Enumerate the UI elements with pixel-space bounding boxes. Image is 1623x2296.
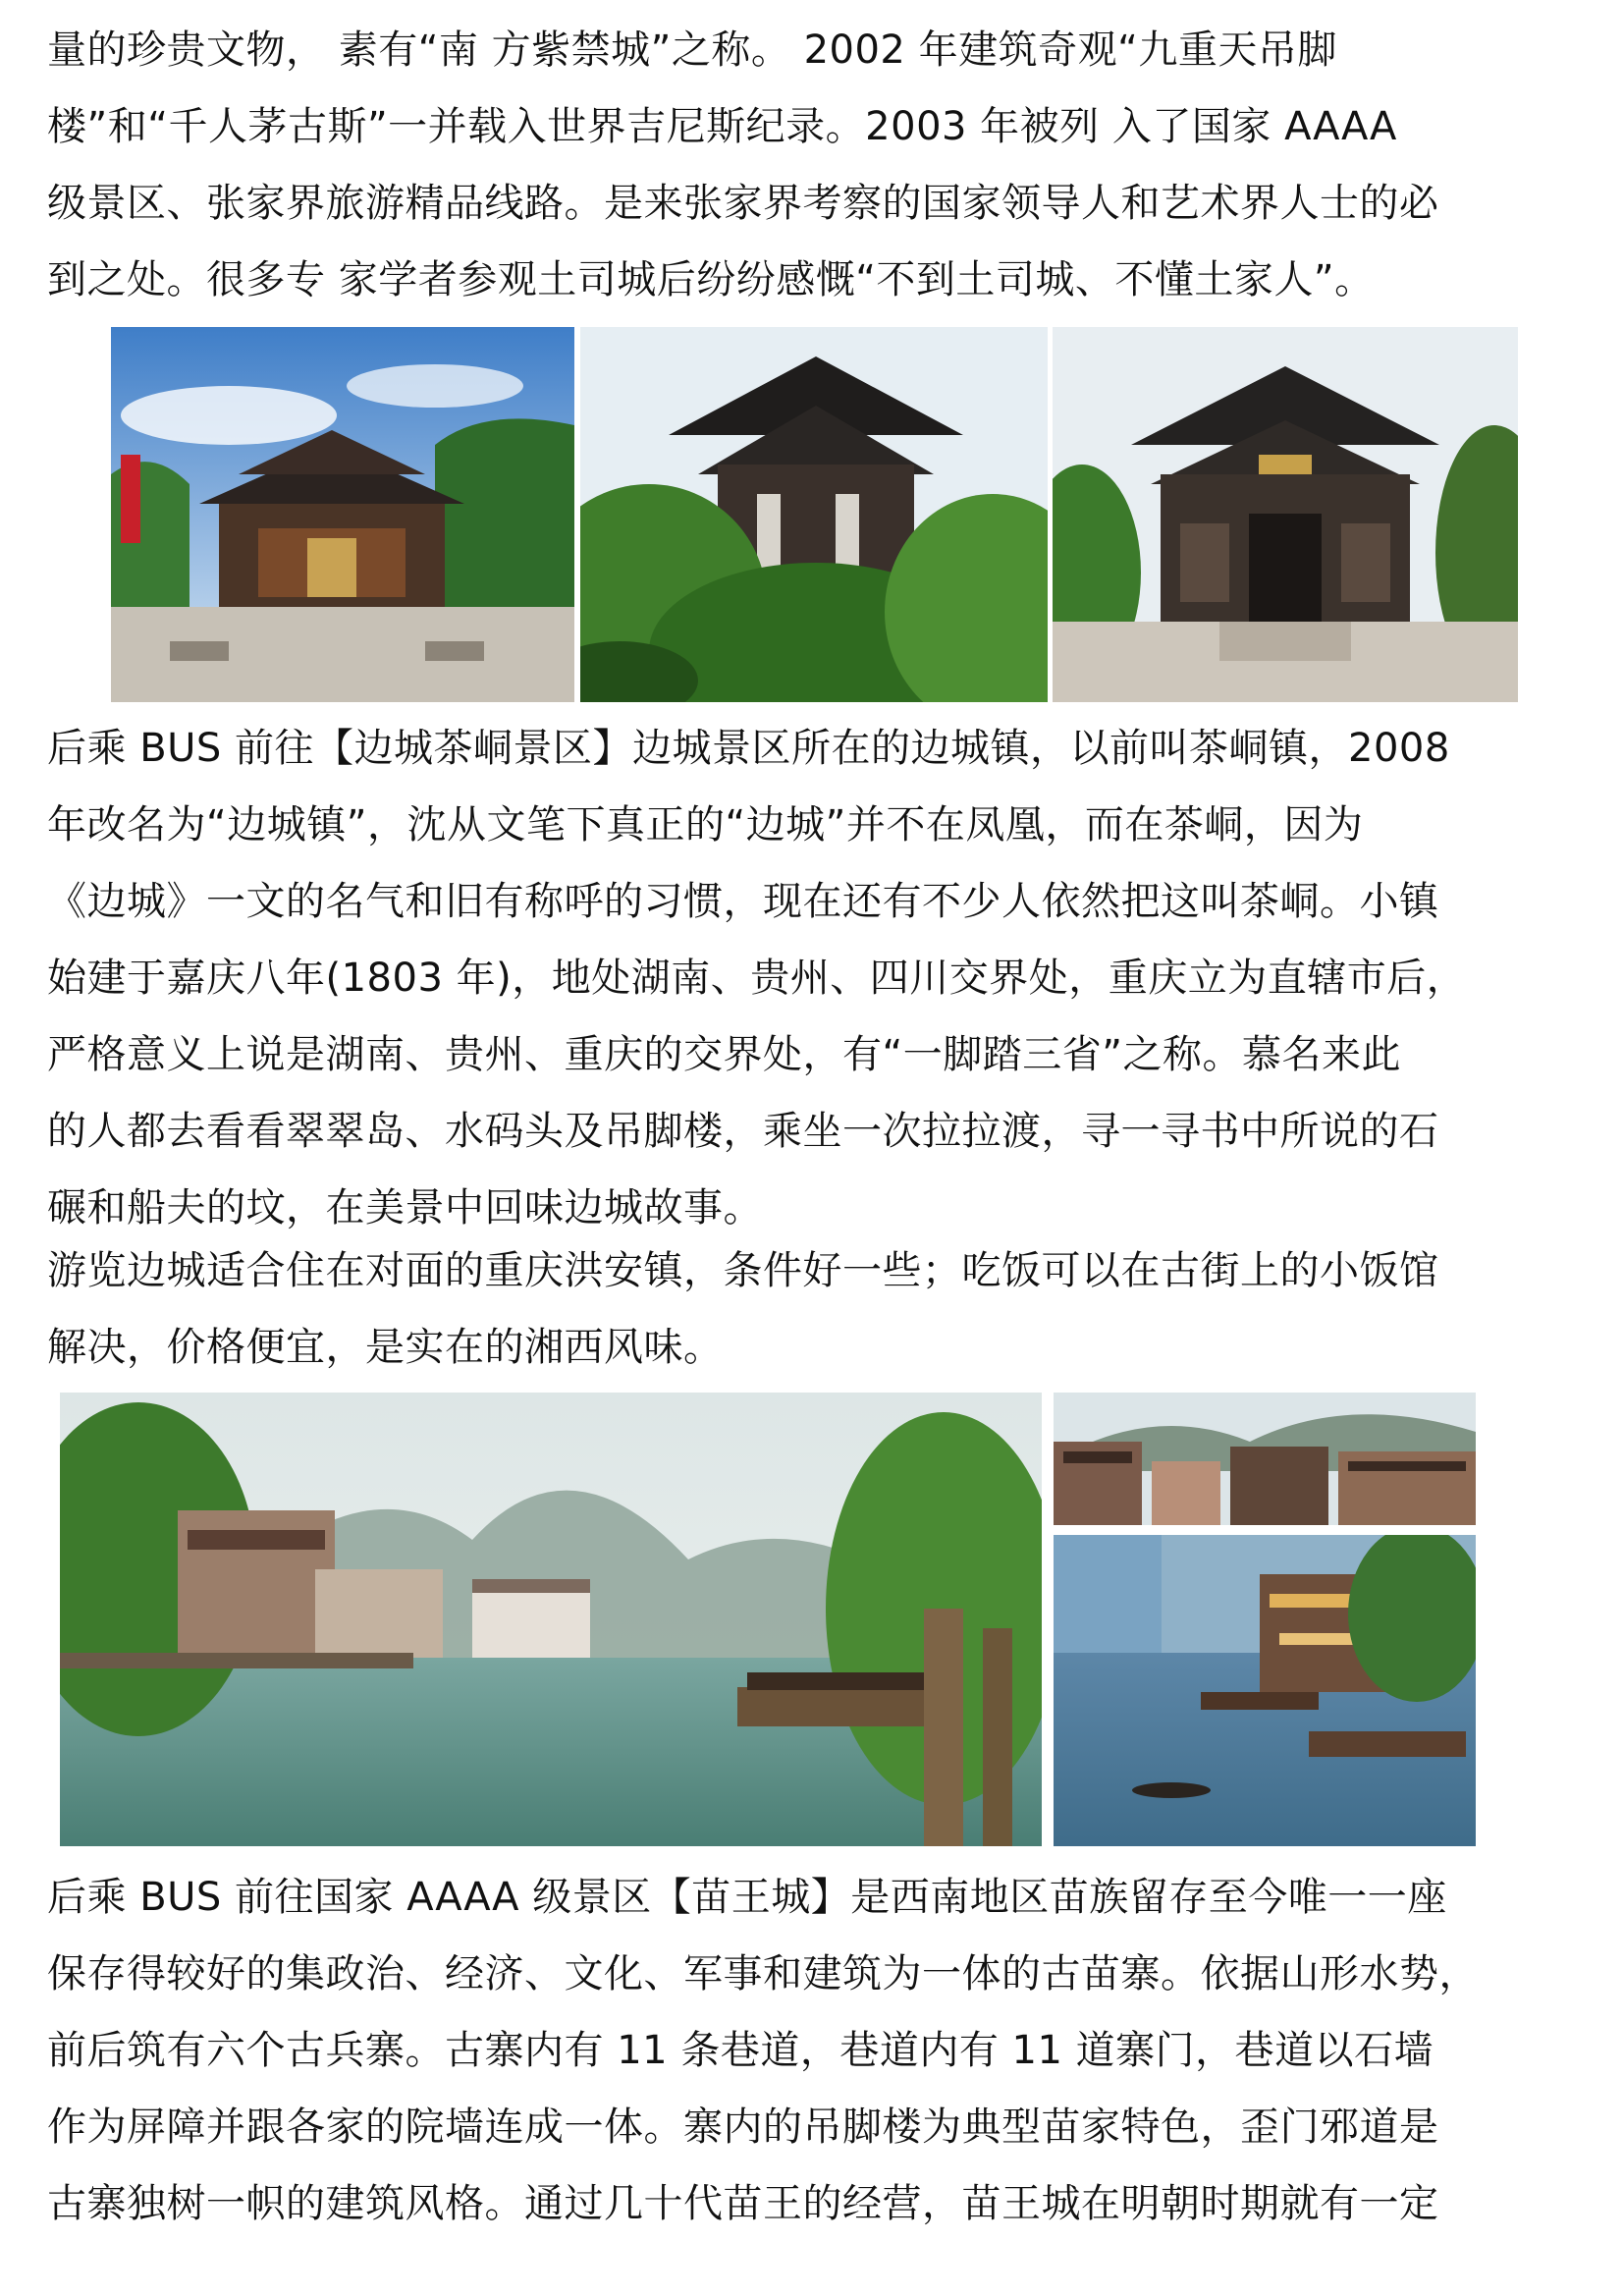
text-line: 古寨独树一帜的建筑风格。通过几十代苗王的经营，苗王城在明朝时期就有一定 (47, 2181, 1439, 2226)
text-line: 始建于嘉庆八年(1803 年)，地处湖南、贵州、四川交界处，重庆立为直辖市后， (47, 956, 1467, 1001)
biancheng-river-panorama-photo (60, 1393, 1042, 1846)
text-line: 后乘 BUS 前往【边城茶峒景区】边城景区所在的边城镇，以前叫茶峒镇，2008 (47, 726, 1450, 771)
text-line: 到之处。很多专 家学者参观土司城后纷纷感慨“不到土司城、不懂土家人”。 (47, 257, 1375, 302)
tusi-gate-front-photo (1053, 327, 1518, 702)
tusi-pavilion-trees-photo (580, 327, 1048, 702)
biancheng-river-dusk-photo (1054, 1535, 1476, 1846)
text-line: 解决，价格便宜，是实在的湘西风味。 (47, 1325, 724, 1370)
intro-paragraph (47, 12, 1579, 318)
biancheng-paragraph (47, 710, 1579, 1246)
text-line: 楼”和“千人茅古斯”一并载入世界吉尼斯纪录。2003 年被列 入了国家 AAAA (47, 104, 1397, 149)
text-line: 《边城》一文的名气和旧有称呼的习惯，现在还有不少人依然把这叫茶峒。小镇 (47, 879, 1439, 924)
text-line: 年改名为“边城镇”，沈从文笔下真正的“边城”并不在凤凰，而在茶峒，因为 (47, 802, 1364, 847)
text-line: 的人都去看看翠翠岛、水码头及吊脚楼，乘坐一次拉拉渡，寻一寻书中所说的石 (47, 1109, 1439, 1154)
tusi-gate-square-photo (111, 327, 574, 702)
biancheng-town-houses-photo (1054, 1393, 1476, 1525)
text-line: 量的珍贵文物， 素有“南 方紫禁城”之称。 2002 年建筑奇观“九重天吊脚 (47, 27, 1337, 73)
text-line: 碾和船夫的坟，在美景中回味边城故事。 (47, 1185, 763, 1230)
text-line: 严格意义上说是湖南、贵州、重庆的交界处，有“一脚踏三省”之称。慕名来此 (47, 1032, 1401, 1077)
text-line: 保存得较好的集政治、经济、文化、军事和建筑为一体的古苗寨。依据山形水势， (47, 1951, 1479, 1996)
text-line: 前后筑有六个古兵寨。古寨内有 11 条巷道，巷道内有 11 道寨门，巷道以石墙 (47, 2028, 1434, 2073)
text-line: 级景区、张家界旅游精品线路。是来张家界考察的国家领导人和艺术界人士的必 (47, 181, 1439, 226)
text-line: 后乘 BUS 前往国家 AAAA 级景区【苗王城】是西南地区苗族留存至今唯一一座 (47, 1875, 1447, 1920)
miaowang-paragraph (47, 1859, 1579, 2242)
text-line: 游览边城适合住在对面的重庆洪安镇，条件好一些；吃饭可以在古街上的小饭馆 (47, 1248, 1439, 1293)
text-line: 作为屏障并跟各家的院墙连成一体。寨内的吊脚楼为典型苗家特色，歪门邪道是 (47, 2105, 1439, 2150)
tips-paragraph (47, 1232, 1579, 1386)
